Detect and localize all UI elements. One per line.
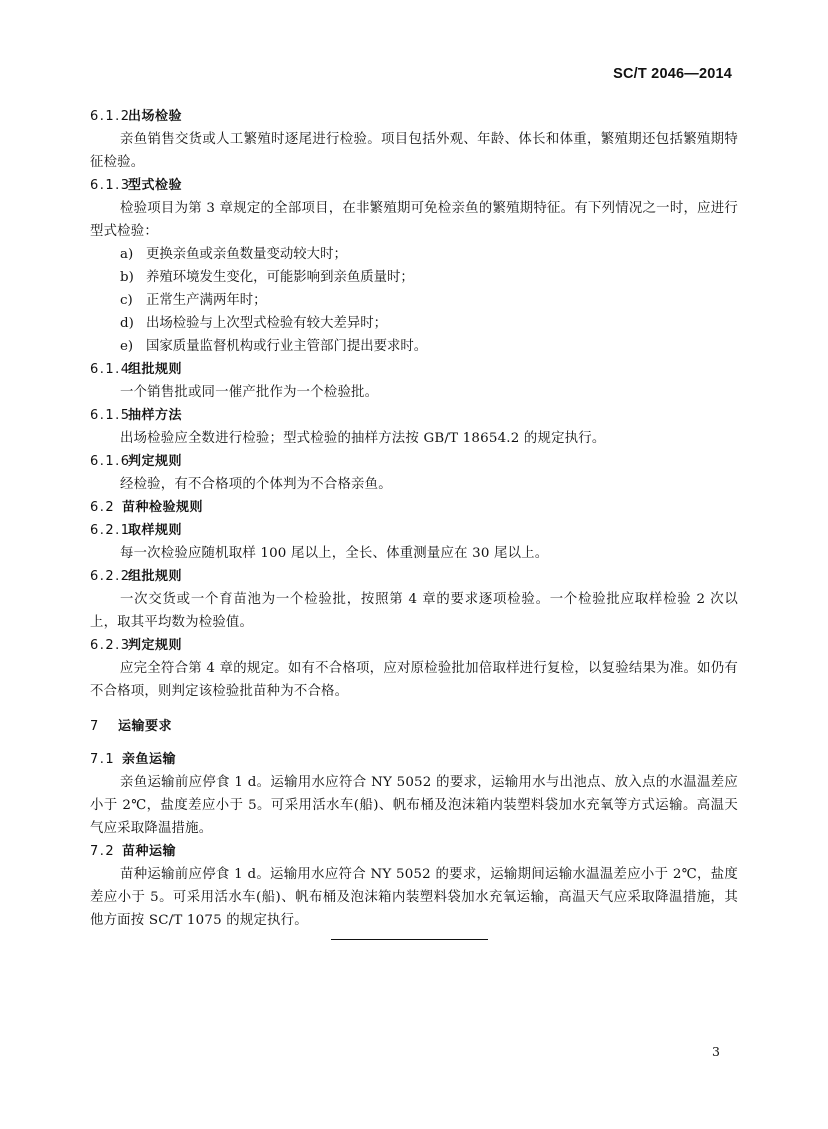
list-item-marker: c) [120,293,133,308]
list-item-text: 出场检验与上次型式检验有较大差异时； [146,316,388,331]
page-number: 3 [712,1044,720,1059]
list-item-text: 国家质量监督机构或行业主管部门提出要求时。 [146,339,428,354]
paragraph: 苗种运输前应停食 1 d。运输用水应符合 NY 5052 的要求，运输期间运输水温温差应小于 2℃，盐度差应小于 5。可采用活水车(船)、帆布桶及泡沫箱内装塑料袋加水充氧运输，高温天气应采取降温措施，其他方面按 SC/T 1075 的规定执行。 [90,867,738,928]
section-number: 7.2 [90,844,116,859]
section-title: 取样规则 [128,523,183,538]
section-number: 6.1.2 [90,109,131,124]
list-item-marker: e) [120,339,134,354]
list-item [90,243,738,266]
paragraph: 应完全符合第 4 章的规定。如有不合格项，应对原检验批加倍取样进行复检，以复验结果为准。如仍有不合格项，则判定该检验批苗种为不合格。 [90,661,738,699]
section-number: 7 [90,719,100,734]
standard-code: SC/T 2046—2014 [613,66,732,82]
list-item [90,266,738,289]
list-item-marker: d) [120,316,134,331]
document-body [90,105,738,932]
list-item-text: 养殖环境发生变化，可能影响到亲鱼质量时； [146,270,414,285]
section-number: 6.1.6 [90,454,131,469]
section-title: 判定规则 [128,638,183,653]
section-title: 运输要求 [118,719,173,734]
list-item-marker: a) [120,247,134,262]
section-title: 抽样方法 [128,408,183,423]
list-item [90,312,738,335]
list-item [90,335,738,358]
section-heading [90,358,738,381]
section-heading [90,519,738,542]
section-number: 6.2.3 [90,638,131,653]
section-heading [90,404,738,427]
section-title: 判定规则 [128,454,183,469]
condition-list [90,243,738,358]
section-heading [90,565,738,588]
section-heading [90,450,738,473]
section-title: 亲鱼运输 [122,752,177,767]
section-heading [90,748,738,771]
section-title: 组批规则 [128,569,183,584]
end-of-standard-rule [331,939,488,940]
section-title: 苗种运输 [122,844,177,859]
section-number: 6.1.3 [90,178,131,193]
section-number: 6.2 [90,500,116,515]
section-title: 型式检验 [128,178,183,193]
list-item-text: 更换亲鱼或亲鱼数量变动较大时； [146,247,347,262]
section-number: 6.2.1 [90,523,131,538]
paragraph: 经检验，有不合格项的个体判为不合格亲鱼。 [120,477,392,492]
list-item [90,289,738,312]
section-number: 6.2.2 [90,569,131,584]
paragraph: 出场检验应全数进行检验；型式检验的抽样方法按 GB/T 18654.2 的规定执行。 [120,431,606,446]
section-heading [90,715,738,738]
section-title: 苗种检验规则 [122,500,204,515]
section-heading [90,174,738,197]
section-number: 7.1 [90,752,116,767]
section-number: 6.1.4 [90,362,131,377]
paragraph: 亲鱼运输前应停食 1 d。运输用水应符合 NY 5052 的要求，运输用水与出池点、放入点的水温温差应小于 2℃，盐度差应小于 5。可采用活水车(船)、帆布桶及泡沫箱内装塑料袋加水充氧等方式运输。高温天气应采取降温措施。 [90,775,738,836]
section-heading [90,840,738,863]
list-item-text: 正常生产满两年时； [146,293,267,308]
paragraph: 亲鱼销售交货或人工繁殖时逐尾进行检验。项目包括外观、年龄、体长和体重，繁殖期还包括繁殖期特征检验。 [90,132,738,170]
paragraph: 一个销售批或同一催产批作为一个检验批。 [120,385,379,400]
list-item-marker: b) [120,270,134,285]
paragraph: 一次交货或一个育苗池为一个检验批，按照第 4 章的要求逐项检验。一个检验批应取样检验 2 次以上，取其平均数为检验值。 [90,592,738,630]
section-title: 出场检验 [128,109,183,124]
section-number: 6.1.5 [90,408,131,423]
paragraph: 每一次检验应随机取样 100 尾以上，全长、体重测量应在 30 尾以上。 [120,546,549,561]
section-heading [90,496,738,519]
section-heading [90,105,738,128]
paragraph: 检验项目为第 3 章规定的全部项目，在非繁殖期可免检亲鱼的繁殖期特征。有下列情况之一时，应进行型式检验： [90,201,738,239]
section-title: 组批规则 [128,362,183,377]
section-heading [90,634,738,657]
